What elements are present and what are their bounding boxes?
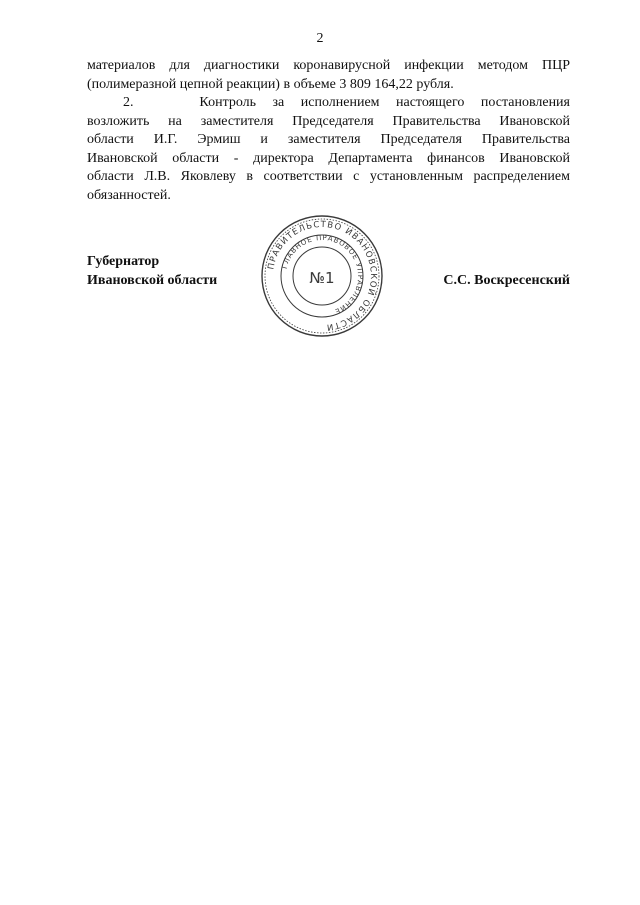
stamp-outer-legend: ПРАВИТЕЛЬСТВО ИВАНОВСКОЙ ОБЛАСТИ [266,219,379,332]
page-number: 2 [316,31,324,46]
official-stamp [259,213,385,339]
document-body [87,57,570,205]
text-line: материалов для диагностики коронавирусной инфекции методом ПЦР [87,58,570,73]
text-line: области И.Г. Эрмиш и заместителя Председателя Правительства [87,132,570,147]
stamp-inner-legend: ГЛАВНОЕ ПРАВОВОЕ УПРАВЛЕНИЕ [280,233,365,316]
text-line: 2. Контроль за исполнением настоящего постановления [123,95,570,110]
signatory-title-line: Губернатор [87,254,160,269]
paragraph-1-continuation [87,57,570,94]
stamp-number: №1 [309,269,335,287]
signatory-title-line: Ивановской области [87,272,218,288]
text-line: обязанностей. [87,187,171,203]
paragraph-2 [87,94,570,205]
signatory-title [87,253,217,290]
text-line: (полимеразной цепной реакции) в объеме 3 809 164,22 рубля. [87,76,454,92]
signatory-name: С.С. Воскресенский [443,272,570,288]
text-line: Ивановской области - директора Департамента финансов Ивановской [87,150,570,166]
stamp-seal-icon [259,213,385,339]
text-line: возложить на заместителя Председателя Правительства Ивановской [87,113,570,129]
text-line: области Л.В. Яковлеву в соответствии с установленным распределением [87,169,570,184]
